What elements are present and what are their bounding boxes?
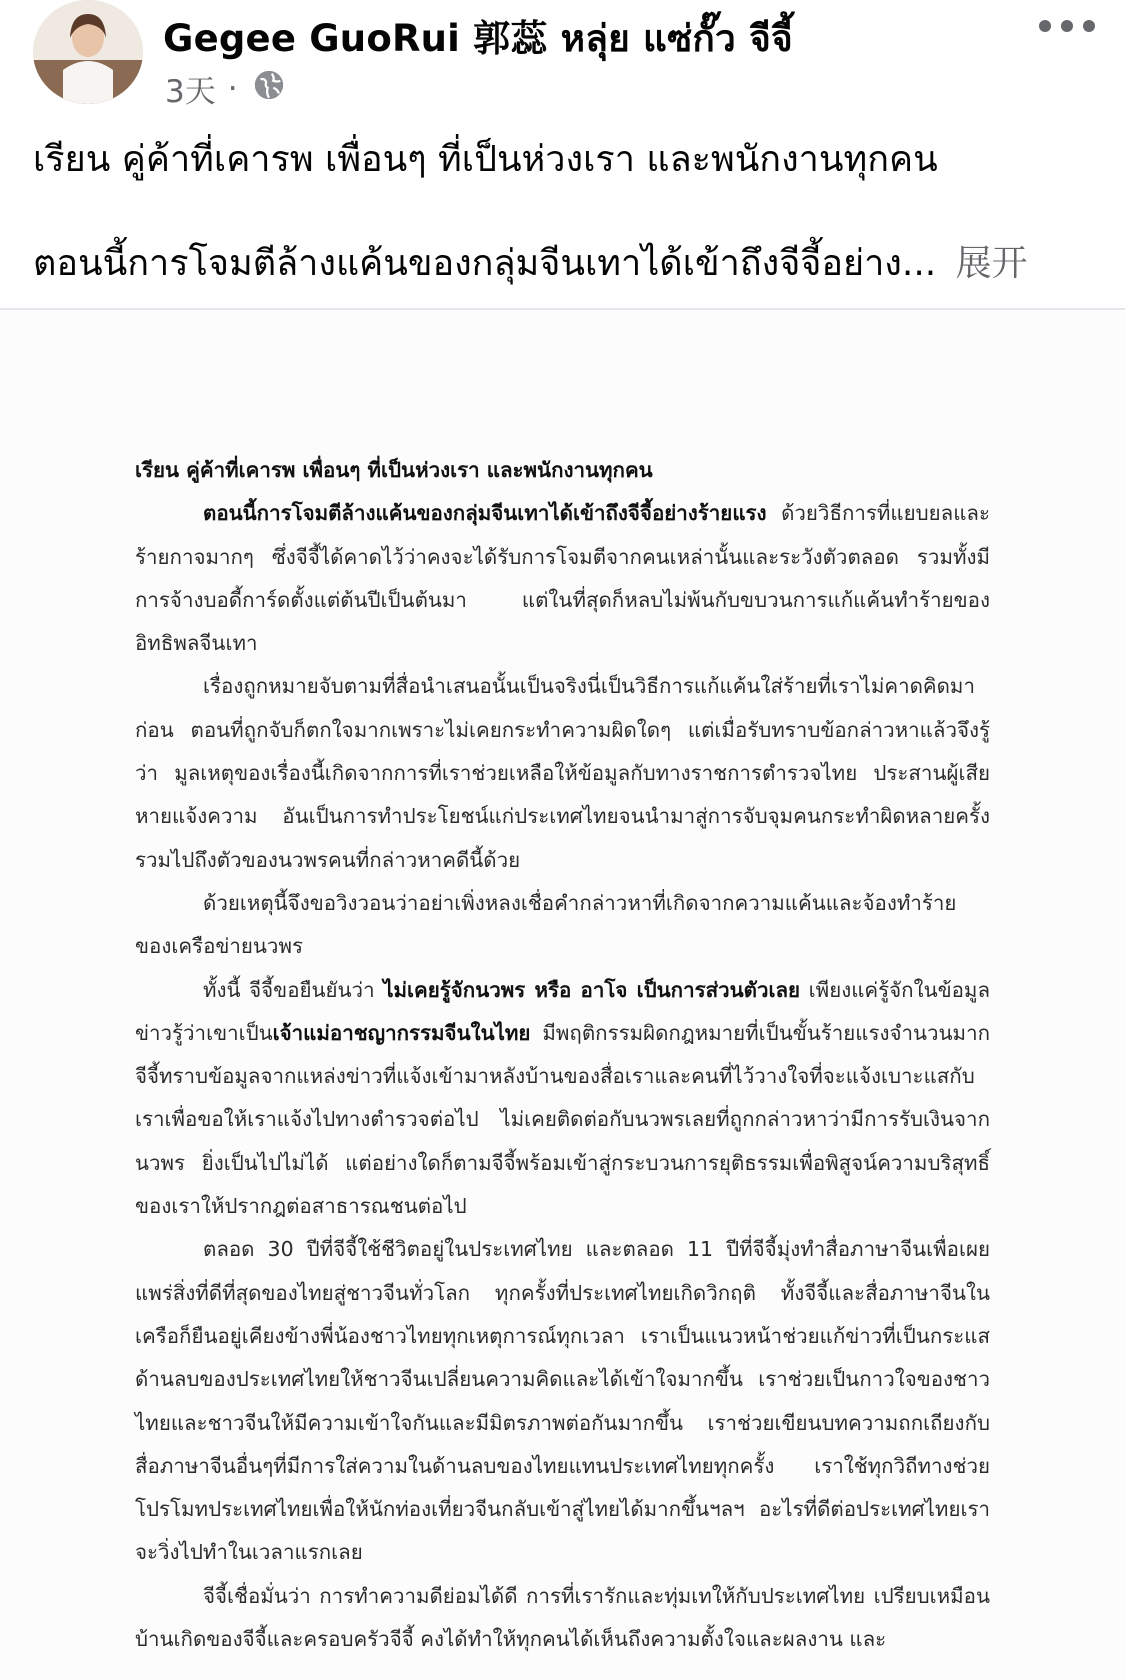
document-paragraph-4 — [135, 969, 990, 1229]
document-p4-b: ไม่เคยรู้จักนวพร หรือ อาโจ เป็นการส่วนตัวเลย — [383, 977, 801, 1002]
document-p4-a: ทั้งนี้ จีจี้ขอยืนยันว่า — [203, 977, 384, 1002]
avatar[interactable] — [33, 0, 143, 104]
document-paragraph-3: ด้วยเหตุนี้จึงขอวิงวอนว่าอย่าเพิ่งหลงเชื่อคำกล่าวหาที่เกิดจากความแค้นและจ้องทำร้ายของเครือข่ายนวพร — [135, 890, 957, 959]
document-p4-d: เจ้าแม่อาชญากรรมจีนในไทย — [272, 1020, 531, 1045]
post-header — [0, 0, 1125, 120]
document-body — [135, 449, 990, 1661]
document-paragraph-1 — [135, 492, 990, 665]
attached-document-image[interactable] — [0, 311, 1125, 1680]
globe-icon — [252, 68, 286, 110]
post-meta — [165, 66, 286, 111]
post-text-truncated: ตอนนี้การโจมตีล้างแค้นของกลุ่มจีนเทาได้เข้าถึงจีจี้อย่าง... — [33, 243, 937, 284]
document-p4-e: มีพฤติกรรมผิดกฎหมายที่เป็นขั้นร้ายแรงจำนวนมาก จีจี้ทราบข้อมูลจากแหล่งข่าวที่แจ้งเข้ามาหลังบ้านของสื่อเราและคนที่ไว้วางใจที่จะแจ้งเบาะแสกับเราเพื่อขอให้เราแจ้งไปทางตำรวจต่อไป ไม่เคยติดต่อกับนวพรเลยที่ถูกกล่าวหาว่ามีการรับเงินจาก นวพร ยิ่งเป็นไปไม่ได้ แต่อย่างใดก็ตามจีจี้พร้อมเข้าสู่กระบวนการยุติธรรมเพื่อพิสูจน์ความบริสุทธิ์ของเราให้ปรากฎต่อสาธารณชนต่อไป — [135, 1020, 990, 1219]
document-p1-rest: ด้วยวิธีการที่แยบยลและร้ายกาจมากๆ ซึ่งจีจี้ได้คาดไว้ว่าคงจะได้รับการโจมตีจากคนเหล่านั้นและระวังตัวตลอด รวมทั้งมีการจ้างบอดี้การ์ดตั้งแต่ต้นปีเป็นต้นมา แต่ในที่สุดก็หลบไม่พ้นกับขบวนการแก้แค้นทำร้ายของอิทธิพลจีนเทา — [135, 501, 990, 656]
more-options-icon[interactable] — [1039, 6, 1095, 46]
post-author[interactable]: Gegee GuoRui 郭蕊 หลุ่ย แซ่กั๊ว จีจี้ — [163, 17, 793, 60]
expand-link[interactable]: 展开 — [955, 243, 1028, 284]
document-salutation: เรียน คู่ค้าที่เคารพ เพื่อนๆ ที่เป็นห่วงเรา และพนักงานทุกคน — [135, 458, 653, 482]
divider — [0, 308, 1125, 310]
document-paragraph-5: ตลอด 30 ปีที่จีจี้ใช้ชีวิตอยู่ในประเทศไทย และตลอด 11 ปีที่จีจี้มุ่งทำสื่อภาษาจีนเพื่อเผยแพร่สิ่งที่ดีที่สุดของไทยสู่ชาวจีนทั่วโลก ทุกครั้งที่ประเทศไทยเกิดวิกฤติ ทั้งจีจี้และสื่อภาษาจีนในเครือก็ยืนอยู่เคียงข้างพี่น้องชาวไทยทุกเหตุการณ์ทุกเวลา เราเป็นแนวหน้าช่วยแก้ข่าวที่เป็นกระแสด้านลบของประเทศไทยให้ชาวจีนเปลี่ยนความคิดและได้เข้าใจมากขึ้น เราช่วยเป็นกาวใจของชาวไทยและชาวจีนให้มีความเข้าใจกันและมีมิตรภาพต่อกันมากขึ้น เราช่วยเขียนบทความถกเถียงกับสื่อภาษาจีนอื่นๆที่มีการใส่ความในด้านลบของไทยแทนประเทศไทยทุกครั้ง เราใช้ทุกวิถีทางช่วยโปรโมทประเทศไทยเพื่อให้นักท่องเที่ยวจีนกลับเข้าสู่ไทยได้มากขึ้นฯลฯ อะไรที่ดีต่อประเทศไทยเราจะวิ่งไปทำในเวลาแรกเลย — [135, 1237, 990, 1565]
post-text-line-1: เรียน คู่ค้าที่เคารพ เพื่อนๆ ที่เป็นห่วงเรา และพนักงานทุกคน — [33, 139, 938, 180]
meta-separator: · — [227, 70, 238, 107]
document-p1-bold: ตอนนี้การโจมตีล้างแค้นของกลุ่มจีนเทาได้เข้าถึงจีจี้อย่างร้ายแรง — [203, 501, 767, 526]
document-p4-c: เพียงแค่รู้จักในข้อมูลข่าวรู้ว่าเขาเป็น — [135, 977, 991, 1045]
post-text-line-2 — [33, 234, 1028, 291]
post-time[interactable]: 3天 — [165, 74, 216, 110]
document-paragraph-6: จีจี้เชื่อมั่นว่า การทำความดีย่อมได้ดี การที่เรารักและทุ่มเทให้กับประเทศไทย เปรียบเหมือนบ้านเกิดของจีจี้และครอบครัวจีจี้ คงได้ทำให้ทุกคนได้เห็นถึงความตั้งใจและผลงาน และ — [135, 1583, 990, 1652]
document-paragraph-2: เรื่องถูกหมายจับตามที่สื่อนำเสนอนั้นเป็นจริงนี่เป็นวิธีการแก้แค้นใส่ร้ายที่เราไม่คาดคิดมาก่อน ตอนที่ถูกจับก็ตกใจมากเพราะไม่เคยกระทำความผิดใดๆ แต่เมื่อรับทราบข้อกล่าวหาแล้วจึงรู้ว่า มูลเหตุของเรื่องนี้เกิดจากการที่เราช่วยเหลือให้ข้อมูลกับทางราชการตำรวจไทย ประสานผู้เสียหายแจ้งความ อันเป็นการทำประโยชน์แก่ประเทศไทยจนนำมาสู่การจับจุมคนกระทำผิดหลายครั้ง รวมไปถึงตัวของนวพรคนที่กล่าวหาคดีนี้ด้วย — [135, 674, 990, 872]
